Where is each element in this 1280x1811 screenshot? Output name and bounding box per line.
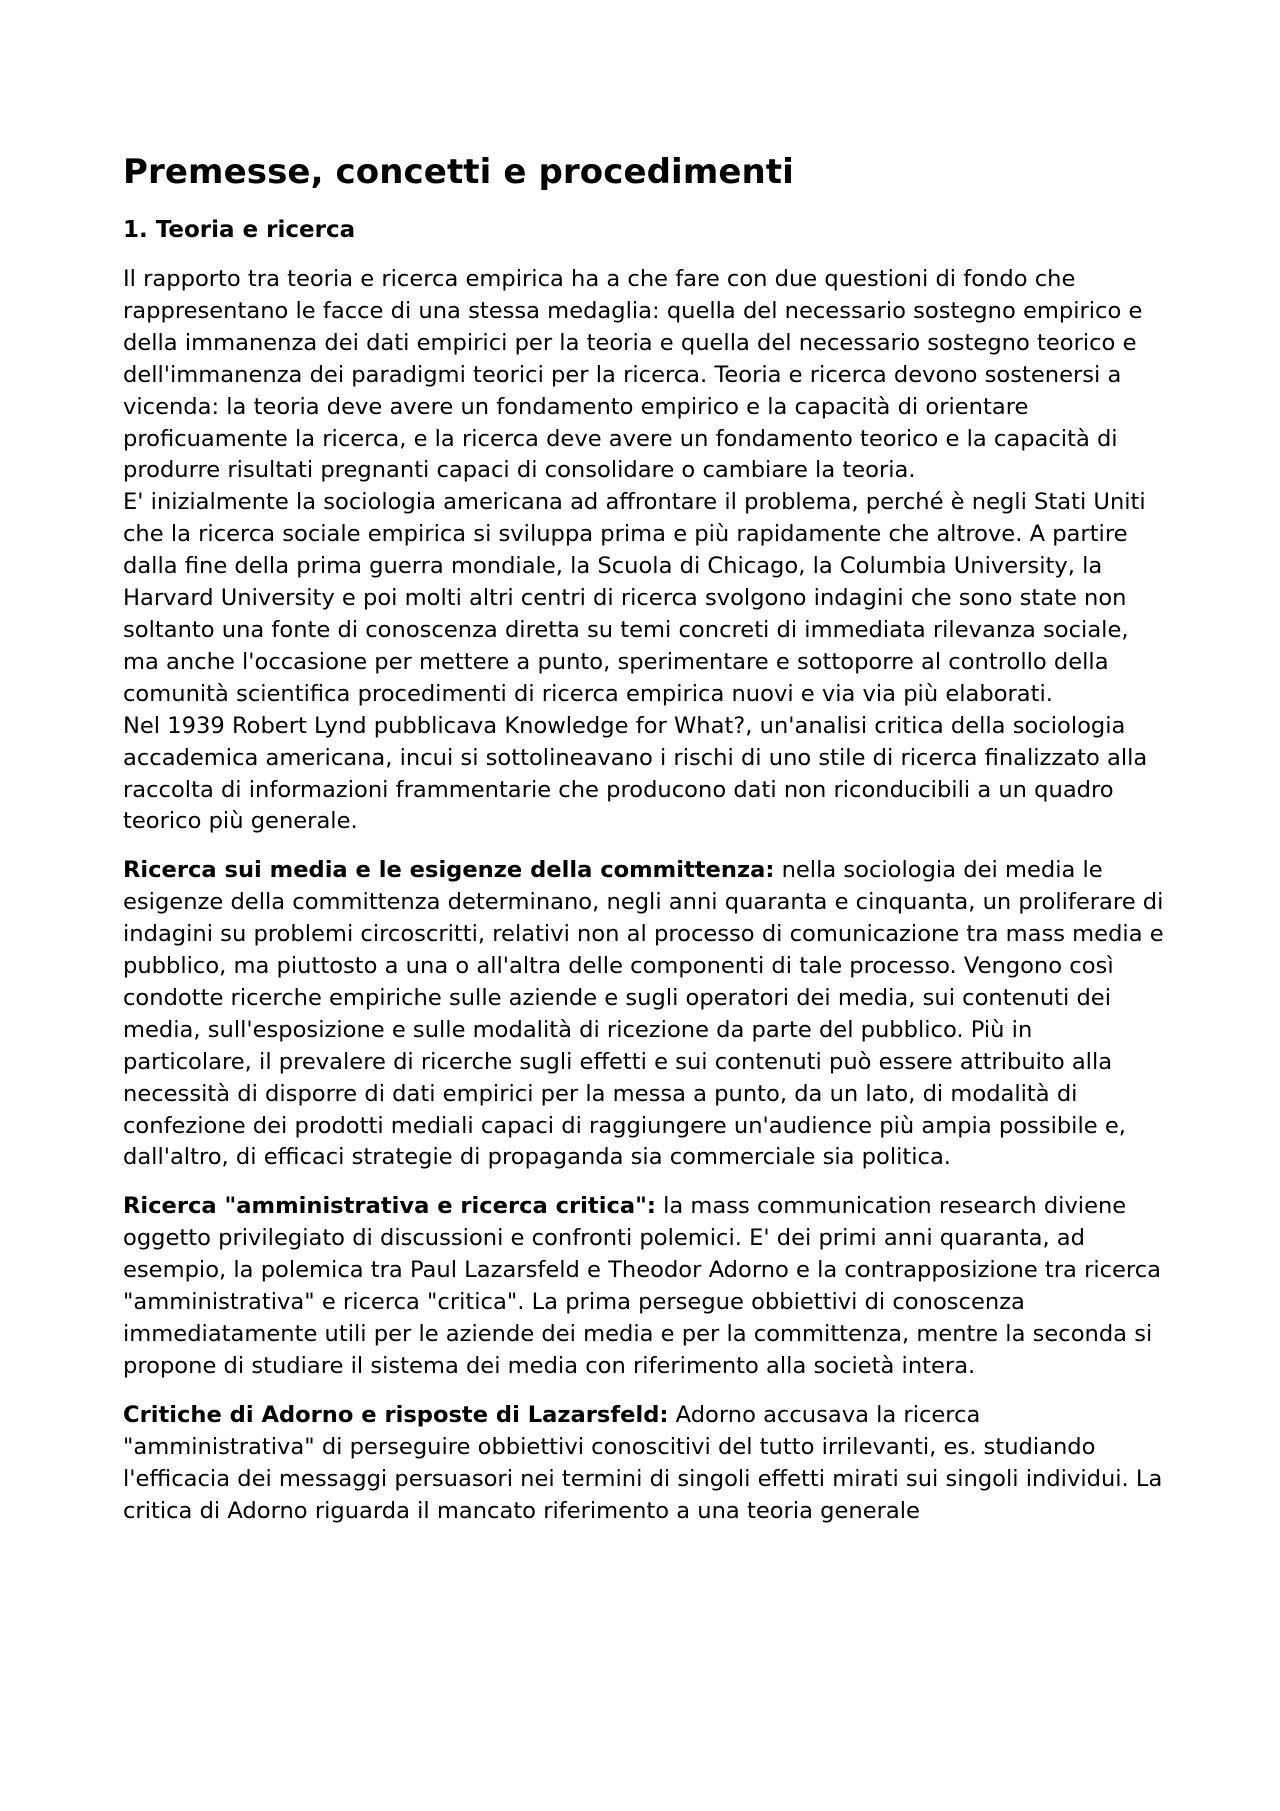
paragraph-robert-lynd: Nel 1939 Robert Lynd pubblicava Knowledge for What?, un'analisi critica della sociologia accademica americana, incui si sottolineavano i rischi di uno stile di ricerca finalizzato alla raccolta di informazioni frammentarie che producono dati non riconducibili a un quadro teorico più generale. bbox=[123, 712, 1148, 835]
block-text: Adorno accusava la ricerca "amministrativa" di perseguire obbiettivi conoscitivi del tutto irrilevanti, es. studiando l'efficacia dei messaggi persuasori nei termini di singoli effetti mirati sui singoli individui. La critica di Adorno riguarda il mancato riferimento a una teoria generale bbox=[123, 1401, 1163, 1524]
paragraph-american-sociology: E' inizialmente la sociologia americana ad affrontare il problema, perché è negli Stati Uniti che la ricerca sociale empirica si sviluppa prima e più rapidamente che altrove. A partire dalla fine della prima guerra mondiale, la Scuola di Chicago, la Columbia University, la Harvard University e poi molti altri centri di ricerca svolgono indagini che sono state non soltanto una fonte di conoscenza diretta su temi concreti di immediata rilevanza sociale, ma anche l'occasione per mettere a punto, sperimentare e sottoporre al controllo della comunità scientifica procedimenti di ricerca empirica nuovi e via via più elaborati. bbox=[123, 489, 1146, 707]
document-body bbox=[123, 148, 1168, 1527]
page-title: Premesse, concetti e procedimenti bbox=[123, 152, 794, 192]
block-lead: Ricerca "amministrativa e ricerca critica": bbox=[123, 1193, 656, 1220]
block-lead: Ricerca sui media e le esigenze della committenza: bbox=[123, 857, 775, 884]
block-adorno-lazarsfeld bbox=[123, 1400, 1168, 1528]
section-heading: 1. Teoria e ricerca bbox=[123, 217, 356, 243]
block-text: nella sociologia dei media le esigenze della committenza determinano, negli anni quaranta e cinquanta, un proliferare di indagini su problemi circoscritti, relativi non al processo di comunicazione tra mass media e pubblico, ma piuttosto a una o all'altra delle componenti di tale processo. Vengono così condotte ricerche empiriche sulle aziende e sugli operatori dei media, sui contenuti dei media, sull'esposizione e sulle modalità di ricezione da parte del pubblico. Più in particolare, il prevalere di ricerche sugli effetti e sui contenuti può essere attribuito alla necessità di disporre di dati empirici per la messa a punto, da un lato, di modalità di confezione dei prodotti mediali capaci di raggiungere un'audience più ampia possibile e, dall'altro, di efficaci strategie di propaganda sia commerciale sia politica. bbox=[123, 857, 1164, 1171]
block-lead: Critiche di Adorno e risposte di Lazarsfeld: bbox=[123, 1401, 669, 1428]
paragraph-theory-research: Il rapporto tra teoria e ricerca empirica ha a che fare con due questioni di fondo che rappresentano le facce di una stessa medaglia: quella del necessario sostegno empirico e della immanenza dei dati empirici per la teoria e quella del necessario sostegno teorico e dell'immanenza dei paradigmi teorici per la ricerca. Teoria e ricerca devono sostenersi a vicenda: la teoria deve avere un fondamento empirico e la capacità di orientare proficuamente la ricerca, e la ricerca deve avere un fondamento teorico e la capacità di produrre risultati pregnanti capaci di consolidare o cambiare la teoria. bbox=[123, 266, 1143, 484]
block-media-research bbox=[123, 855, 1168, 1174]
block-text: la mass communication research diviene oggetto privilegiato di discussioni e confronti polemici. E' dei primi anni quaranta, ad esempio, la polemica tra Paul Lazarsfeld e Theodor Adorno e la contrapposizione tra ricerca "amministrativa" e ricerca "critica". La prima persegue obbiettivi di conoscenza immediatamente utili per le aziende dei media e per la committenza, mentre la seconda si propone di studiare il sistema dei media con riferimento alla società intera. bbox=[123, 1193, 1162, 1379]
block-administrative-critical bbox=[123, 1191, 1168, 1382]
